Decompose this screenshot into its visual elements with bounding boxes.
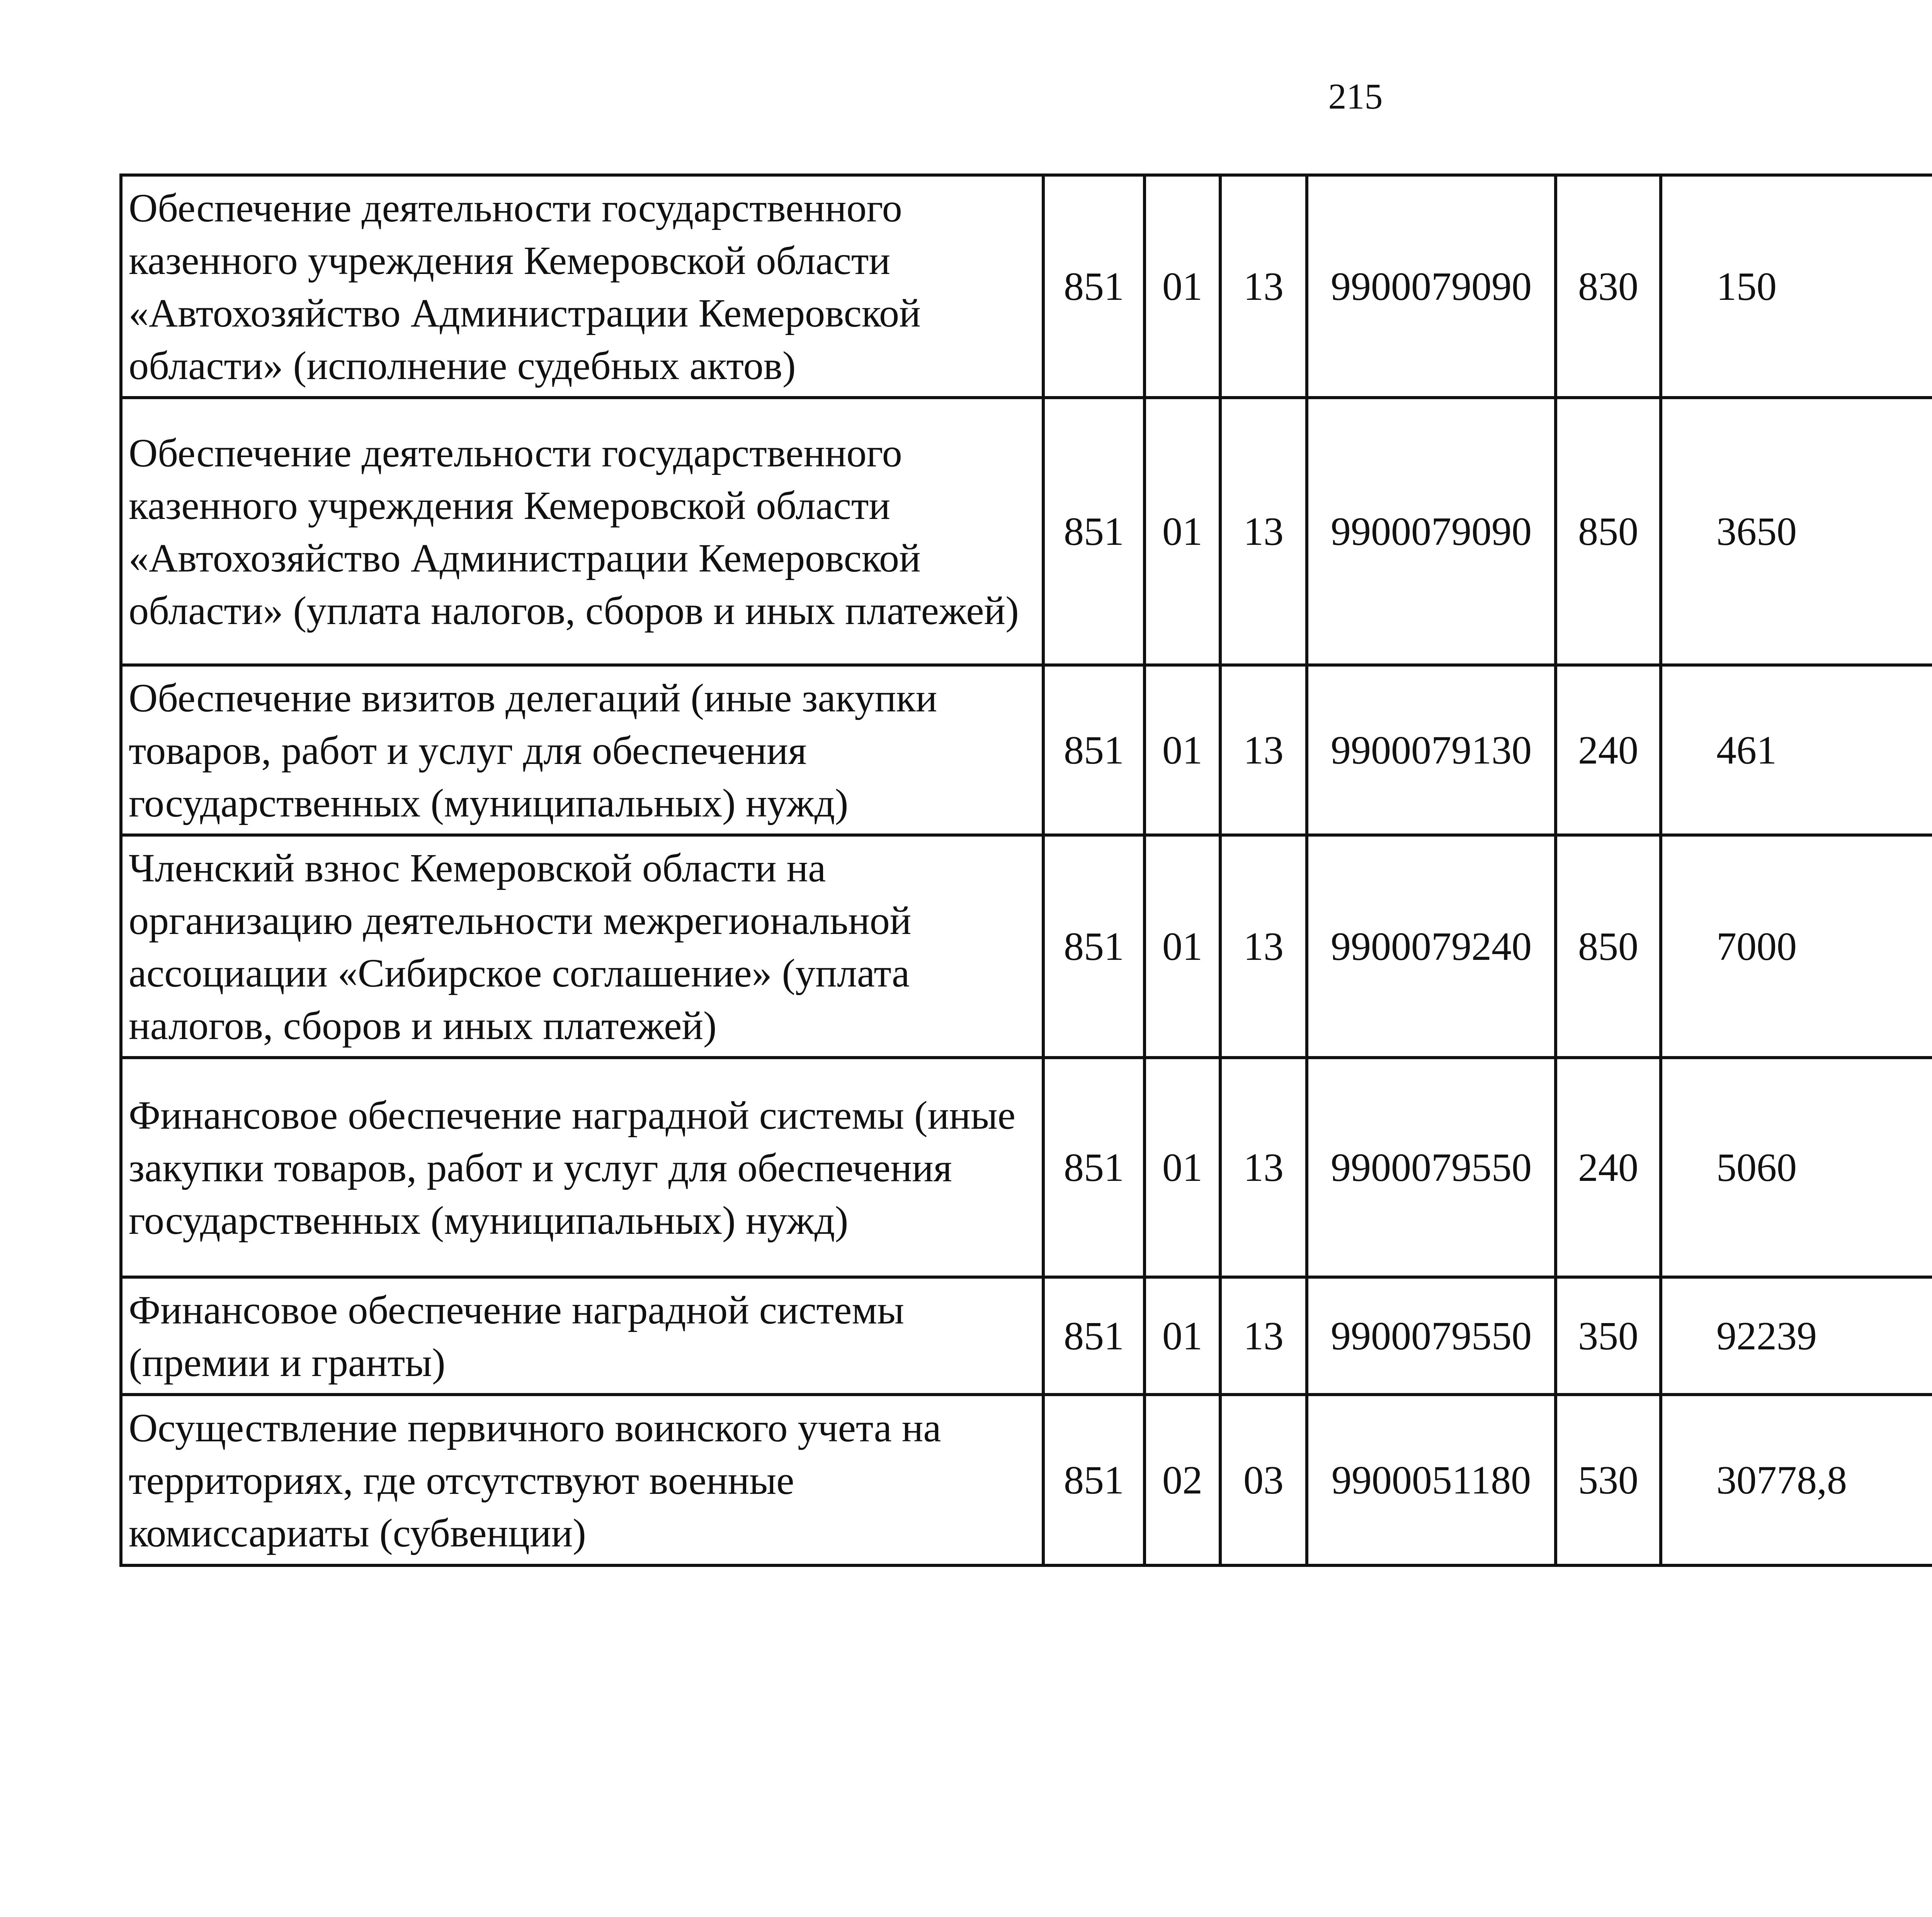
ministry-code: 851 <box>1043 175 1145 398</box>
subsection-code: 03 <box>1220 1395 1307 1565</box>
subsection-code: 13 <box>1220 1058 1307 1277</box>
subsection-code: 13 <box>1220 175 1307 398</box>
table-row <box>121 398 1932 665</box>
amount-year-1: 30778,8 <box>1661 1395 1932 1565</box>
ministry-code: 851 <box>1043 1395 1145 1565</box>
row-description: Обеспечение деятельности государственного казенного учреждения Кемеровской области «Автохозяйство Администрации Кемеровской области» (исполнение судебных актов) <box>121 175 1043 398</box>
target-article-code: 9900079550 <box>1307 1058 1556 1277</box>
subsection-code: 13 <box>1220 835 1307 1058</box>
amount-year-1: 5060 <box>1661 1058 1932 1277</box>
budget-table <box>119 173 1932 1567</box>
ministry-code: 851 <box>1043 398 1145 665</box>
row-description: Обеспечение визитов делегаций (иные закупки товаров, работ и услуг для обеспечения государственных (муниципальных) нужд) <box>121 665 1043 835</box>
section-code: 01 <box>1145 835 1220 1058</box>
amount-year-1: 92239 <box>1661 1277 1932 1395</box>
ministry-code: 851 <box>1043 1058 1145 1277</box>
expense-type-code: 830 <box>1556 175 1661 398</box>
target-article-code: 9900079240 <box>1307 835 1556 1058</box>
target-article-code: 9900079550 <box>1307 1277 1556 1395</box>
ministry-code: 851 <box>1043 835 1145 1058</box>
section-code: 01 <box>1145 398 1220 665</box>
row-description: Членский взнос Кемеровской области на организацию деятельности межрегиональной ассоциации «Сибирское соглашение» (уплата налогов, сборов и иных платежей) <box>121 835 1043 1058</box>
table-row <box>121 175 1932 398</box>
amount-year-1: 150 <box>1661 175 1932 398</box>
expense-type-code: 240 <box>1556 665 1661 835</box>
subsection-code: 13 <box>1220 398 1307 665</box>
expense-type-code: 850 <box>1556 835 1661 1058</box>
table-row <box>121 1058 1932 1277</box>
expense-type-code: 850 <box>1556 398 1661 665</box>
table-row <box>121 1395 1932 1565</box>
expense-type-code: 530 <box>1556 1395 1661 1565</box>
target-article-code: 9900079090 <box>1307 175 1556 398</box>
table-row <box>121 665 1932 835</box>
ministry-code: 851 <box>1043 665 1145 835</box>
section-code: 02 <box>1145 1395 1220 1565</box>
section-code: 01 <box>1145 1058 1220 1277</box>
target-article-code: 9900051180 <box>1307 1395 1556 1565</box>
target-article-code: 9900079090 <box>1307 398 1556 665</box>
expense-type-code: 240 <box>1556 1058 1661 1277</box>
amount-year-1: 3650 <box>1661 398 1932 665</box>
section-code: 01 <box>1145 665 1220 835</box>
subsection-code: 13 <box>1220 665 1307 835</box>
page-number: 215 <box>1328 77 1383 117</box>
table-row <box>121 1277 1932 1395</box>
row-description: Финансовое обеспечение наградной системы (иные закупки товаров, работ и услуг для обеспечения государственных (муниципальных) нужд) <box>121 1058 1043 1277</box>
target-article-code: 9900079130 <box>1307 665 1556 835</box>
ministry-code: 851 <box>1043 1277 1145 1395</box>
amount-year-1: 7000 <box>1661 835 1932 1058</box>
section-code: 01 <box>1145 175 1220 398</box>
amount-year-1: 461 <box>1661 665 1932 835</box>
row-description: Обеспечение деятельности государственного казенного учреждения Кемеровской области «Автохозяйство Администрации Кемеровской области» (уплата налогов, сборов и иных платежей) <box>121 398 1043 665</box>
section-code: 01 <box>1145 1277 1220 1395</box>
row-description: Осуществление первичного воинского учета на территориях, где отсутствуют военные комиссариаты (субвенции) <box>121 1395 1043 1565</box>
expense-type-code: 350 <box>1556 1277 1661 1395</box>
table-row <box>121 835 1932 1058</box>
row-description: Финансовое обеспечение наградной системы (премии и гранты) <box>121 1277 1043 1395</box>
subsection-code: 13 <box>1220 1277 1307 1395</box>
